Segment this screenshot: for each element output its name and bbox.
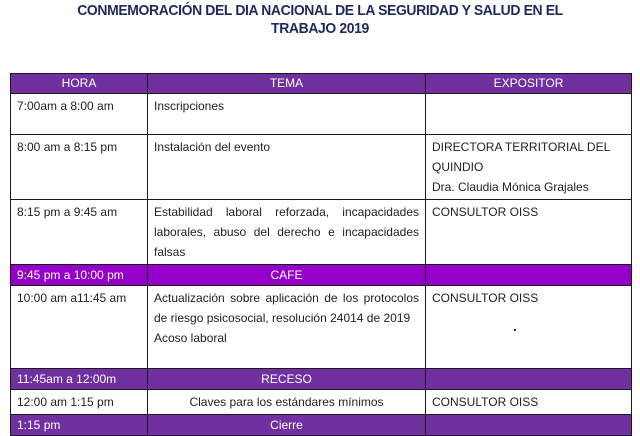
expositor-line: DIRECTORA TERRITORIAL DEL	[432, 140, 611, 154]
cell-expositor: CONSULTOR OISS	[426, 200, 632, 265]
cell-hora: 12:00 am 1:15 pm	[11, 390, 148, 415]
table-header-row	[11, 74, 632, 94]
column-header-hora: HORA	[11, 74, 148, 94]
cell-expositor: CONSULTOR OISS	[426, 286, 632, 369]
stray-dot-mark	[514, 329, 516, 331]
table-row-break-cafe	[11, 265, 632, 286]
cell-hora: 8:00 am a 8:15 pm	[11, 135, 148, 200]
table-row	[11, 94, 632, 135]
cell-tema: Estabilidad laboral reforzada, incapacidades laborales, abuso del derecho e incapacidades falsas	[148, 200, 426, 265]
cell-tema: Inscripciones	[148, 94, 426, 135]
cell-tema: Cierre	[148, 415, 426, 436]
expositor-line: Dra. Claudia Mónica Grajales	[432, 180, 589, 194]
cell-tema: RECESO	[148, 369, 426, 390]
column-header-expositor: EXPOSITOR	[426, 74, 632, 94]
cell-hora: 7:00am a 8:00 am	[11, 94, 148, 135]
title-line-1: CONMEMORACIÓN DEL DIA NACIONAL DE LA SEGURIDAD Y SALUD EN EL	[77, 2, 563, 19]
cell-tema: Claves para los estándares mínimos	[148, 390, 426, 415]
cell-tema: CAFE	[148, 265, 426, 286]
cell-expositor	[426, 415, 632, 436]
cell-tema	[148, 286, 426, 369]
expositor-line: QUINDIO	[432, 160, 484, 174]
table-row-break-receso	[11, 369, 632, 390]
cell-hora: 11:45am a 12:00m	[11, 369, 148, 390]
cell-expositor	[426, 94, 632, 135]
cell-hora: 8:15 pm a 9:45 am	[11, 200, 148, 265]
document-title	[22, 2, 617, 38]
tema-line: Acoso laboral	[154, 331, 227, 345]
table-row-cierre	[11, 415, 632, 436]
tema-line: Actualización sobre aplicación de los protocolos de riesgo psicosocial, resolución 24014 de 2019	[154, 291, 419, 325]
cell-tema: Instalación del evento	[148, 135, 426, 200]
title-line-2: TRABAJO 2019	[271, 20, 369, 37]
table-row	[11, 200, 632, 265]
table-row	[11, 390, 632, 415]
table-row	[11, 135, 632, 200]
cell-hora: 1:15 pm	[11, 415, 148, 436]
column-header-tema: TEMA	[148, 74, 426, 94]
cell-expositor: CONSULTOR OISS	[426, 390, 632, 415]
cell-hora: 9:45 pm a 10:00 pm	[11, 265, 148, 286]
schedule-table	[10, 73, 632, 436]
cell-hora: 10:00 am a11:45 am	[11, 286, 148, 369]
cell-expositor	[426, 135, 632, 200]
cell-expositor	[426, 369, 632, 390]
cell-expositor	[426, 265, 632, 286]
table-row	[11, 286, 632, 369]
